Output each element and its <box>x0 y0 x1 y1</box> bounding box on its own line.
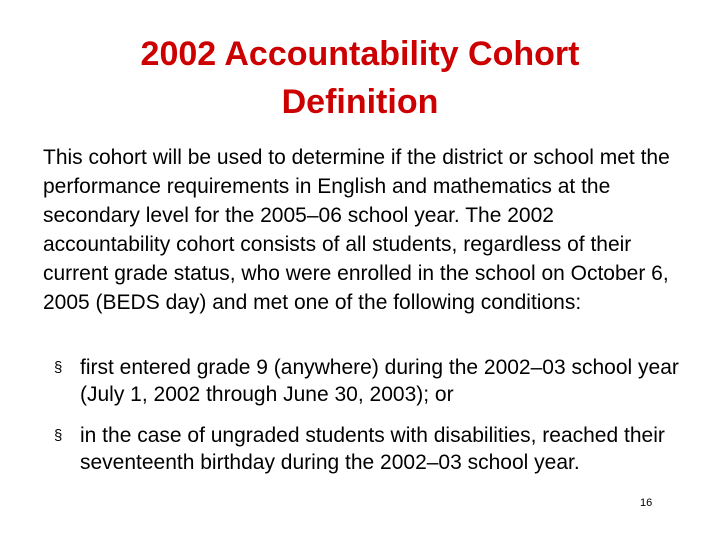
conditions-list <box>54 354 684 490</box>
condition-text: in the case of ungraded students with disabilities, reached their seventeenth birthday during the 2002–03 school year. <box>80 424 665 474</box>
section-sign-bullet-icon <box>54 354 70 381</box>
condition-item <box>54 354 684 408</box>
slide-title <box>40 30 680 126</box>
slide-title-line-2: Definition <box>281 83 439 121</box>
condition-item <box>54 422 684 476</box>
cohort-definition-paragraph: This cohort will be used to determine if the district or school met the performance requirements in English and mathematics at the secondary level for the 2005–06 school year. The 2002 accountability cohort consists of all students, regardless of their current grade status, who were enrolled in the school on October 6, 2005 (BEDS day) and met one of the following conditions: <box>43 146 670 314</box>
page-number: 16 <box>640 497 653 509</box>
condition-text: first entered grade 9 (anywhere) during the 2002–03 school year (July 1, 2002 through June 30, 2003); or <box>80 356 679 406</box>
section-sign-bullet-icon <box>54 422 70 449</box>
slide-title-line-1: 2002 Accountability Cohort <box>140 35 580 73</box>
